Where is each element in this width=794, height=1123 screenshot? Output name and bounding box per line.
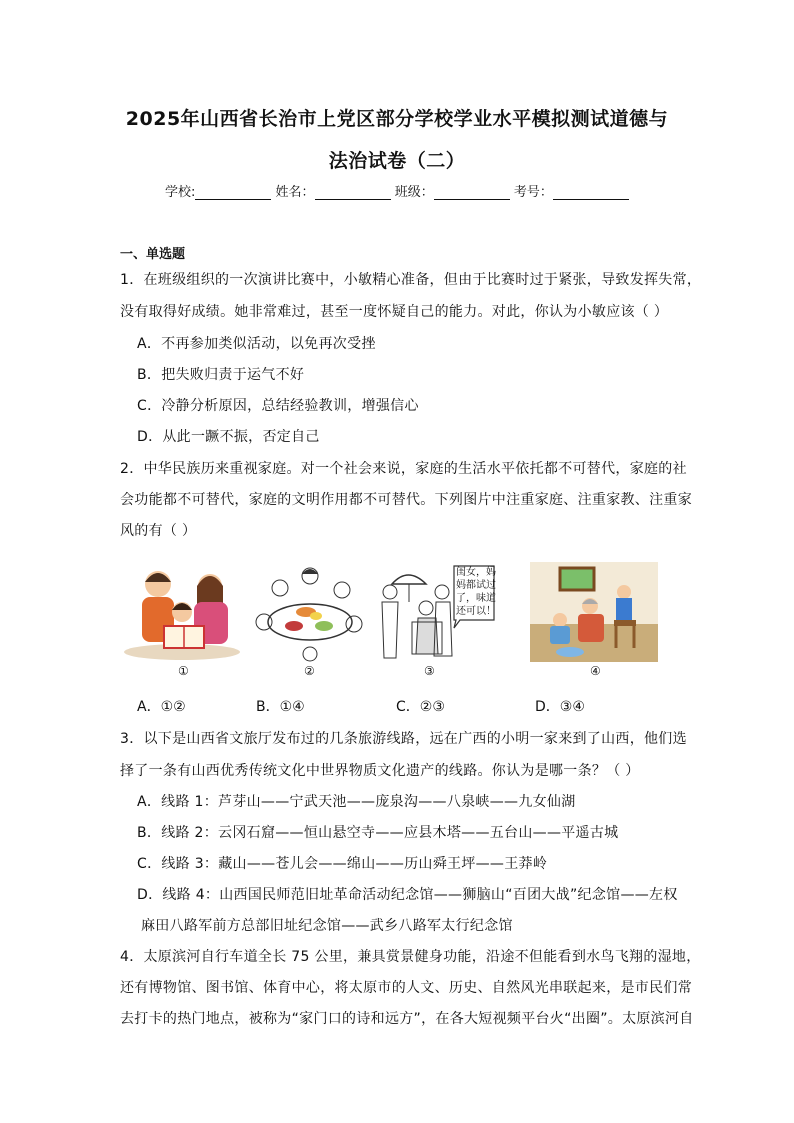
q1-stem-line2: 没有取得好成绩。她非常难过，甚至一度怀疑自己的能力。对此，你认为小敏应该（ ）: [120, 304, 669, 320]
bubble-line1: 闺女，妈: [456, 567, 496, 578]
q1-option-b[interactable]: B．把失败归责于运气不好: [137, 367, 305, 383]
speech-bubble-text: [456, 566, 496, 618]
q4-stem-line3: 去打卡的热门地点，被称为“家门口的诗和远方”，在各大短视频平台火“出圈”。太原滨河自: [120, 1011, 694, 1027]
family-reading-illustration: [120, 562, 244, 662]
q2-option-b[interactable]: B．①④: [256, 699, 305, 715]
q2-option-c[interactable]: C．②③: [396, 699, 445, 715]
picture3-caption: ③: [424, 664, 435, 678]
exam-title-line1: 2025年山西省长治市上党区部分学校学业水平模拟测试道德与: [125, 108, 669, 130]
section-heading: 一、单选题: [120, 247, 186, 262]
exam-number-blank[interactable]: [553, 185, 629, 200]
q3-stem-line1: 3．以下是山西省文旅厅发布过的几条旅游线路，远在广西的小明一家来到了山西，他们选: [120, 731, 687, 747]
picture4-caption: ④: [590, 664, 601, 678]
q2-option-a[interactable]: A．①②: [137, 699, 186, 715]
q1-option-a[interactable]: A．不再参加类似活动，以免再次受挫: [137, 336, 376, 352]
q2-stem-line3: 风的有（ ）: [120, 523, 197, 539]
school-label: 学校:: [165, 185, 196, 200]
class-label: 班级：: [394, 185, 434, 200]
q3-option-b[interactable]: B．线路 2：云冈石窟——恒山悬空寺——应县木塔——五台山——平遥古城: [137, 825, 619, 841]
q1-stem-line1: 1．在班级组织的一次演讲比赛中，小敏精心准备，但由于比赛时过于紧张，导致发挥失常，: [120, 272, 702, 288]
exam-title-line2: 法治试卷（二）: [328, 150, 466, 172]
picture2-caption: ②: [304, 664, 315, 678]
q3-option-a[interactable]: A．线路 1：芦芽山——宁武天池——庞泉沟——八泉峡——九女仙湖: [137, 794, 576, 810]
foot-washing-illustration: [530, 562, 658, 662]
q3-option-d-line1[interactable]: D．线路 4：山西国民师范旧址革命活动纪念馆——狮脑山“百团大战”纪念馆——左权: [137, 887, 678, 903]
student-info-row: [165, 181, 629, 200]
q4-stem-line2: 还有博物馆、图书馆、体育中心，将太原市的人文、历史、自然风光串联起来，是市民们常: [120, 980, 692, 996]
q2-option-d[interactable]: D．③④: [535, 699, 585, 715]
q2-stem-line1: 2．中华民族历来重视家庭。对一个社会来说，家庭的生活水平依托都不可替代，家庭的社: [120, 461, 687, 477]
name-blank[interactable]: [315, 185, 391, 200]
q2-stem-line2: 会功能都不可替代，家庭的文明作用都不可替代。下列图片中注重家庭、注重家教、注重家: [120, 492, 692, 508]
picture1-caption: ①: [178, 664, 189, 678]
q3-option-c[interactable]: C．线路 3：藏山——苍儿会——绵山——历山舜王坪——王莽岭: [137, 856, 548, 872]
bubble-line2: 妈都试过: [456, 580, 496, 591]
bubble-line4: 还可以！: [456, 606, 496, 617]
q1-option-d[interactable]: D．从此一蹶不振，否定自己: [137, 429, 320, 445]
q3-stem-line2: 择了一条有山西优秀传统文化中世界物质文化遗产的线路。你认为是哪一条？（ ）: [120, 763, 640, 779]
q4-stem-line1: 4．太原滨河自行车道全长 75 公里，兼具赏景健身功能，沿途不但能看到水鸟飞翔的湿地，: [120, 949, 701, 965]
q1-option-c[interactable]: C．冷静分析原因，总结经验教训，增强信心: [137, 398, 419, 414]
school-blank[interactable]: [195, 185, 271, 200]
q3-option-d-line2[interactable]: 麻田八路军前方总部旧址纪念馆——武乡八路军太行纪念馆: [141, 918, 513, 934]
family-dinner-illustration: [250, 562, 368, 662]
class-blank[interactable]: [434, 185, 510, 200]
name-label: 姓名：: [275, 185, 315, 200]
bubble-line3: 了，味道: [456, 593, 496, 604]
exam-number-label: 考号：: [513, 185, 553, 200]
